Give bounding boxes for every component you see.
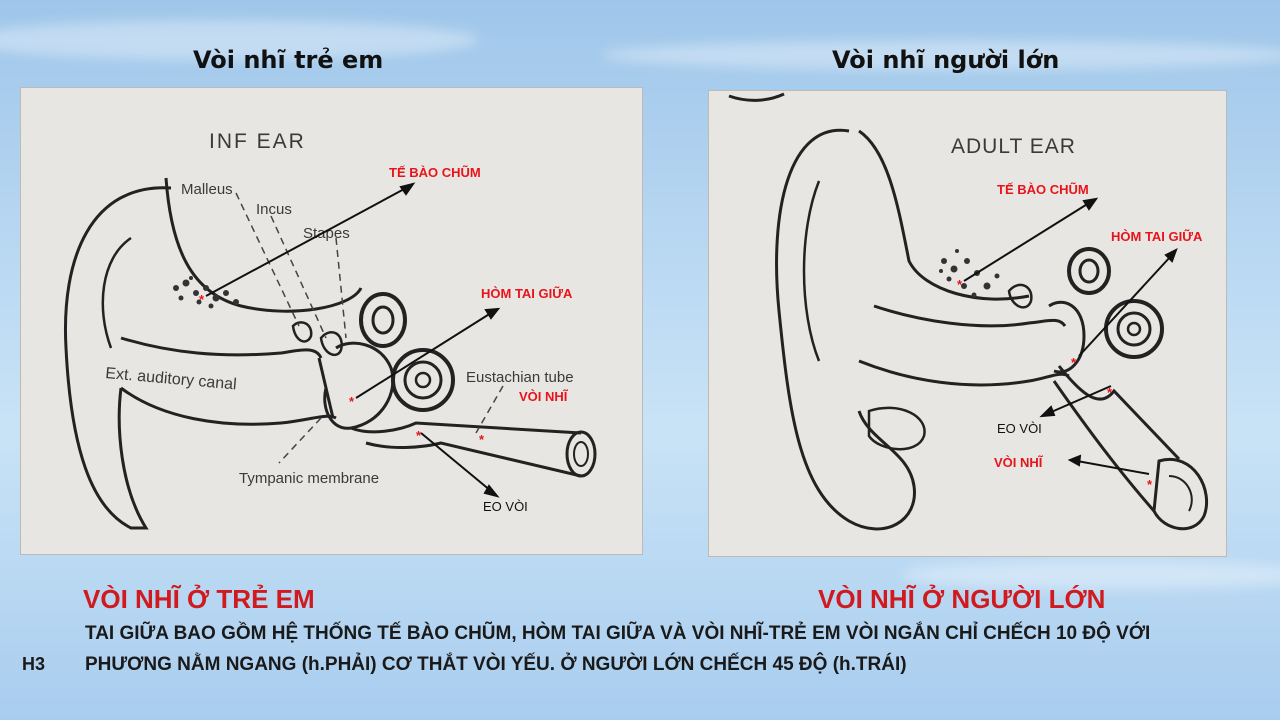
caption-adult: VÒI NHĨ Ở NGƯỜI LỚN (818, 584, 1106, 614)
title-adult: Vòi nhĩ người lớn (832, 46, 1060, 74)
tube-lower (1054, 381, 1154, 511)
malleus-shape (293, 322, 311, 341)
auricle-outline (65, 188, 171, 528)
cochlea-core (416, 373, 430, 387)
cochlea-inner (1118, 313, 1150, 345)
infant-ear-diagram (20, 87, 643, 555)
annot-tube-adult: VÒI NHĨ (994, 455, 1043, 470)
semicircular-canal (1069, 249, 1109, 293)
auricle-inner (804, 181, 819, 361)
label-malleus: Malleus (181, 181, 233, 198)
tube-opening-inner (1169, 476, 1192, 511)
label-canal: Ext. auditory canal (104, 365, 238, 394)
lobule-shape (869, 408, 925, 449)
annot-isthmus-adult: EO VÒI (997, 421, 1042, 436)
tube-upper (351, 423, 581, 433)
cochlea (1106, 301, 1162, 357)
canal-lower (859, 361, 1069, 385)
svg-text:*: * (1107, 385, 1113, 400)
slide-number: H3 (22, 654, 46, 674)
svg-text:*: * (1147, 477, 1153, 492)
adult-ear-drawing (709, 91, 1226, 556)
incus-shape (321, 332, 342, 355)
canal-upper (874, 306, 1065, 326)
infant-ear-drawing (21, 88, 642, 554)
cochlea-core (1128, 323, 1140, 335)
cochlea (393, 350, 453, 410)
canal-upper (121, 338, 321, 358)
caption-child: VÒI NHĨ Ở TRẺ EM (83, 584, 315, 614)
svg-text:*: * (957, 277, 963, 292)
adult-ear-diagram (708, 90, 1227, 557)
title-child: Vòi nhĩ trẻ em (193, 46, 384, 74)
tube-opening (567, 432, 595, 476)
adult-heading: ADULT EAR (951, 135, 1076, 158)
semicircular-canal (361, 294, 405, 346)
description-text: TAI GIỮA BAO GỒM HỆ THỐNG TẾ BÀO CHŨM, HÒM TAI GIỮA VÀ VÒI NHĨ-TRẺ EM VÒI NGẮN CHỈ CHẾCH 10 ĐỘ VỚI PHƯƠNG NẰM NGANG (h.PHẢI) CƠ THẮT VÒI YẾU. Ở NGƯỜI LỚN CHẾCH 45 ĐỘ (h.TRÁI) (85, 623, 1151, 675)
svg-text:*: * (416, 428, 422, 443)
infant-heading: INF EAR (209, 130, 306, 153)
auricle-inner (103, 238, 131, 348)
svg-text:*: * (349, 394, 355, 409)
svg-text:*: * (199, 292, 205, 307)
semicircular-canal-inner (1080, 260, 1098, 282)
annotation-arrows (206, 184, 498, 496)
annot-mastoid-adult: TẾ BÀO CHŨM (997, 182, 1089, 197)
canal-lower (121, 388, 336, 424)
svg-text:*: * (479, 432, 485, 447)
semicircular-canal-inner (373, 307, 393, 333)
label-stapes: Stapes (303, 225, 350, 242)
page-fragment (729, 94, 784, 100)
cochlea-inner (405, 362, 441, 398)
tube-opening-inner (574, 442, 588, 466)
annot-mastoid-infant: TẾ BÀO CHŨM (389, 165, 481, 180)
annot-middle-ear-adult: HÒM TAI GIỮA (1111, 229, 1203, 244)
label-tympanic: Tympanic membrane (239, 470, 380, 487)
annot-isthmus-infant: EO VÒI (483, 499, 528, 514)
label-incus: Incus (256, 201, 292, 218)
tube-opening (1154, 459, 1207, 528)
middle-ear-cavity (1049, 302, 1084, 372)
annot-middle-ear-infant: HÒM TAI GIỮA (481, 286, 573, 301)
annot-tube-infant: VÒI NHĨ (519, 389, 568, 404)
label-eustachian: Eustachian tube (466, 369, 574, 386)
svg-text:*: * (1071, 355, 1077, 370)
tube-lower (366, 443, 581, 476)
